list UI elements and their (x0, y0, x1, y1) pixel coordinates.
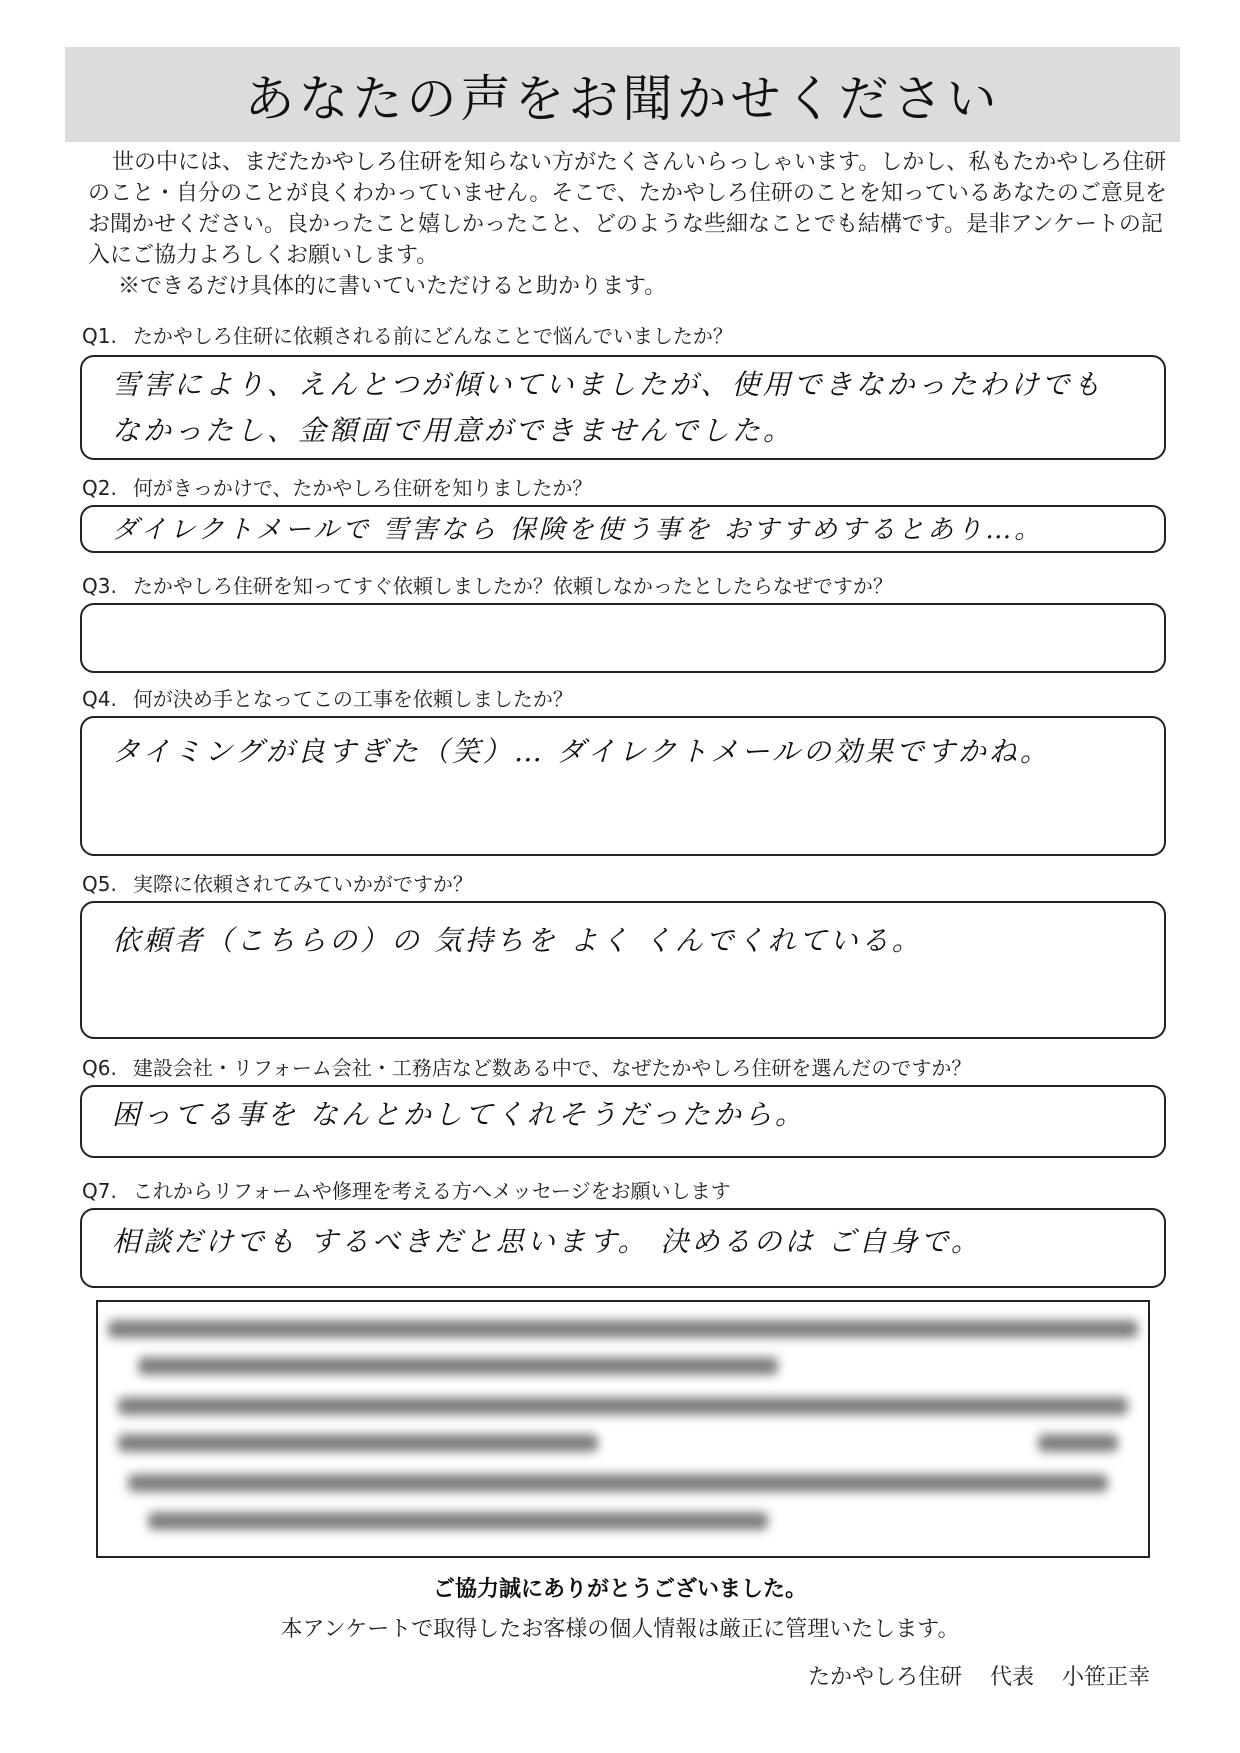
blurred-text-line (118, 1434, 598, 1452)
question-text: 何がきっかけで、たかやしろ住研を知りましたか？ (132, 476, 593, 500)
handwritten-answer-line: 依頼者（こちらの）の 気持ちを よく くんでくれている。 (112, 924, 923, 957)
question-text: 建設会社・リフォーム会社・工務店など数ある中で、なぜたかやしろ住研を選んだのですか？ (132, 1056, 972, 1080)
handwritten-answer-line: タイミングが良すぎた（笑）… ダイレクトメールの効果ですかね。 (112, 735, 1051, 768)
question-number: Q5. (82, 872, 117, 896)
blurred-text-line (1038, 1434, 1118, 1452)
question-4-label (82, 683, 573, 712)
question-2-label (82, 472, 592, 501)
blurred-text-line (108, 1320, 1138, 1338)
answer-box-4 (80, 716, 1166, 856)
question-number: Q2. (82, 476, 117, 500)
blurred-text-line (128, 1474, 1108, 1492)
answer-box-6 (80, 1085, 1166, 1158)
question-text: 何が決め手となってこの工事を依頼しましたか？ (132, 687, 573, 711)
answer-box-7 (80, 1208, 1166, 1288)
question-3-label (82, 570, 893, 599)
intro-section (88, 147, 1168, 302)
question-text: たかやしろ住研に依頼される前にどんなことで悩んでいましたか？ (132, 324, 733, 348)
question-text: 実際に依頼されてみていかがですか？ (132, 872, 473, 896)
handwritten-answer-line: 困ってる事を なんとかしてくれそうだったから。 (112, 1098, 806, 1131)
answer-box-3 (80, 603, 1166, 673)
handwritten-answer-line: 雪害により、えんとつが傾いていましたが、使用できなかったわけでも (112, 368, 1104, 401)
survey-title: あなたの声をお聞かせください (65, 47, 1180, 142)
handwritten-answer-line: なかったし、金額面で用意ができませんでした。 (112, 414, 795, 447)
blurred-text-line (148, 1512, 768, 1530)
question-text: これからリフォームや修理を考える方へメッセージをお願いします (132, 1179, 731, 1203)
answer-box-1 (80, 355, 1166, 460)
answer-box-5 (80, 901, 1166, 1039)
representative-title: 代表 (989, 1665, 1034, 1690)
question-number: Q4. (82, 687, 117, 711)
question-text: たかやしろ住研を知ってすぐ依頼しましたか？依頼しなかったとしたらなぜですか？ (132, 574, 893, 598)
blurred-text-line (118, 1397, 1128, 1415)
question-number: Q3. (82, 574, 117, 598)
representative-name: 小笹正幸 (1061, 1665, 1150, 1690)
answer-box-2 (80, 505, 1166, 553)
thanks-message: ご協力誠にありがとうございました。 (432, 1577, 807, 1602)
question-number: Q1. (82, 324, 117, 348)
intro-note: ※できるだけ具体的に書いていただけると助かります。 (118, 274, 667, 299)
question-number: Q6. (82, 1056, 117, 1080)
question-6-label (82, 1052, 971, 1081)
blurred-text-line (138, 1357, 778, 1375)
redacted-personal-info (96, 1300, 1150, 1558)
intro-paragraph: 世の中には、まだたかやしろ住研を知らない方がたくさんいらっしゃいます。しかし、私もたかやしろ住研のこと・自分のことが良くわかっていません。そこで、たかやしろ住研のことを知っているあなたのご意見をお聞かせください。良かったこと嬉しかったこと、どのような些細なことでも結構です。是非アンケートの記入にご協力よろしくお願いします。 (88, 150, 1167, 268)
privacy-notice: 本アンケートで取得したお客様の個人情報は厳正に管理いたします。 (280, 1617, 960, 1642)
question-5-label (82, 868, 473, 897)
question-number: Q7. (82, 1179, 117, 1203)
question-1-label (82, 320, 733, 349)
handwritten-answer-line: ダイレクトメールで 雪害なら 保険を使う事を おすすめするとあり…。 (112, 515, 1044, 545)
company-name: たかやしろ住研 (807, 1665, 962, 1690)
handwritten-answer-line: 相談だけでも するべきだと思います。 決めるのは ご自身で。 (112, 1225, 982, 1258)
footer-signature (808, 1660, 1150, 1691)
question-7-label (82, 1175, 731, 1204)
